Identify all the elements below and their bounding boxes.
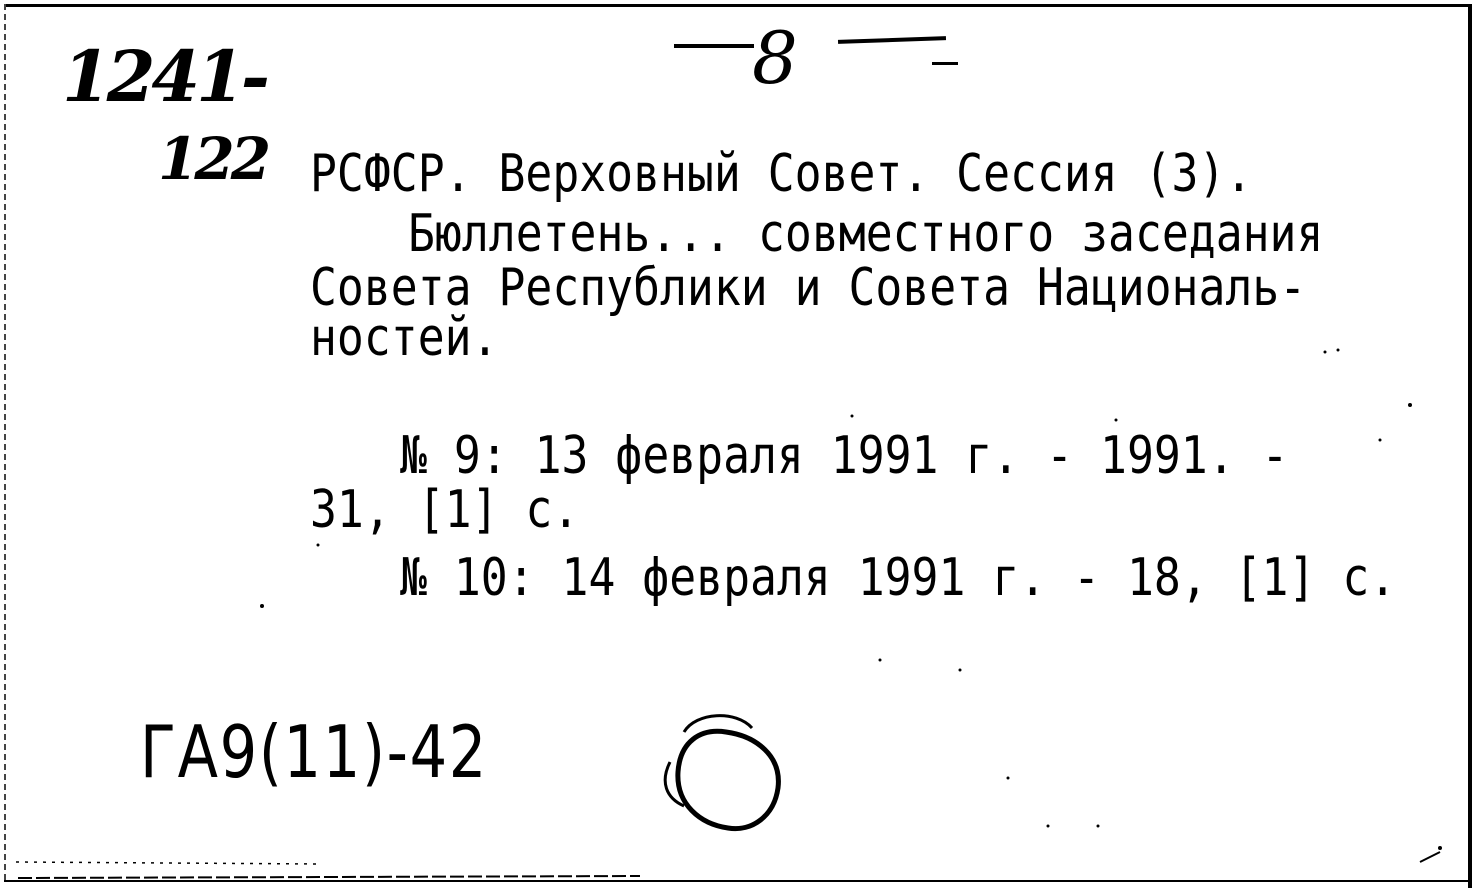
shelf-mark: ГА9(11)-42 — [140, 710, 488, 794]
entry-title-line3: ностей. — [310, 308, 499, 368]
entry-heading-line: РСФСР. Верховный Совет. Сессия (3). — [310, 144, 1253, 204]
page-number: 8 — [752, 16, 798, 100]
entry-title-line1: Бюллетень... совместного заседания — [408, 204, 1324, 264]
call-number-line2: 122 — [158, 125, 268, 193]
issue-9-line2: 31, [1] с. — [310, 480, 580, 540]
issue-9-line1: № 9: 13 февраля 1991 г. - 1991. - — [400, 426, 1289, 486]
issue-10-line: № 10: 14 февраля 1991 г. - 18, [1] с. — [400, 548, 1397, 608]
entry-title-line2: Совета Республики и Совета Националь- — [310, 258, 1307, 318]
call-number-line1: 1241- — [62, 35, 266, 118]
